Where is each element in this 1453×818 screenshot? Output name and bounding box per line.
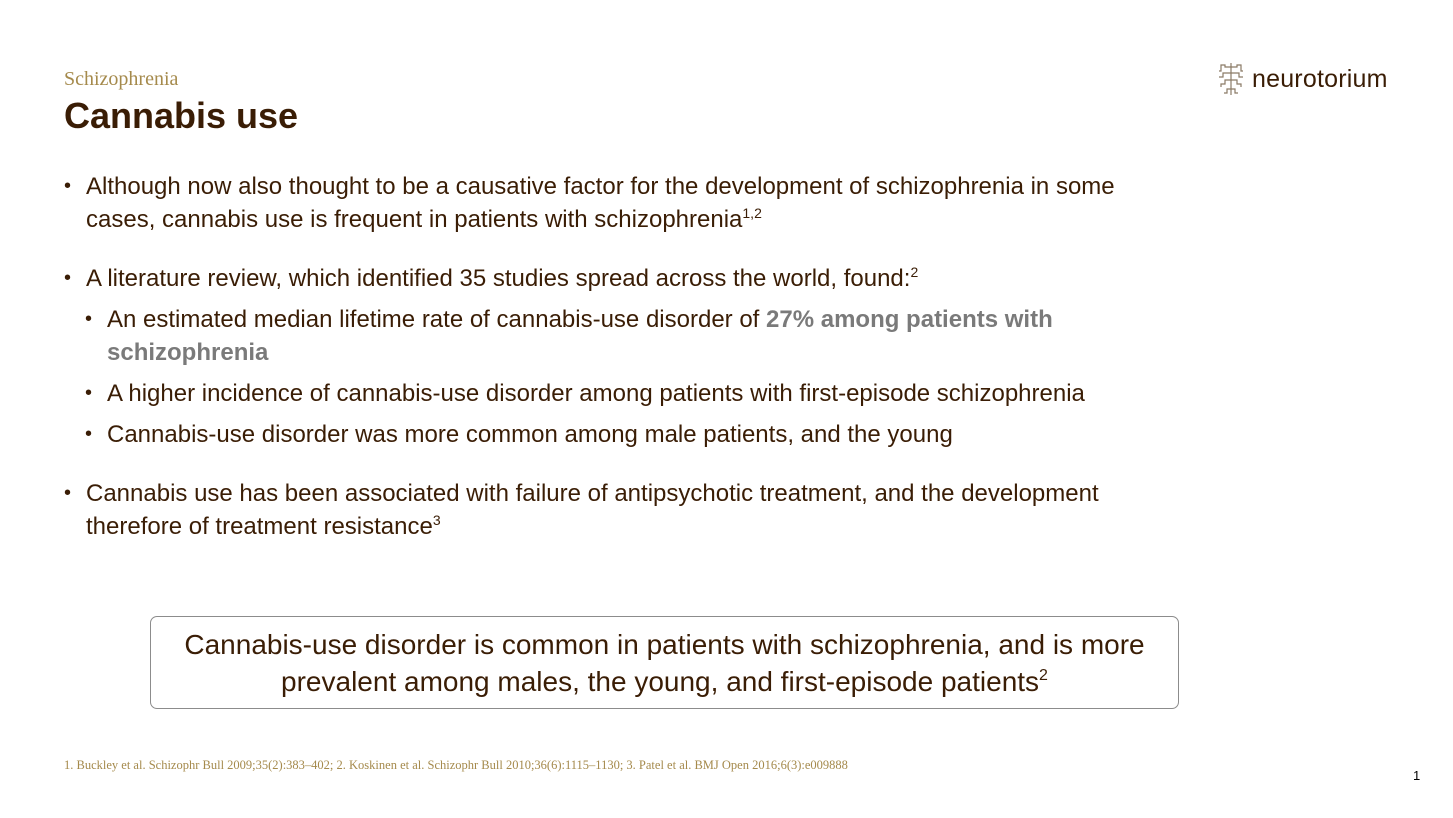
page-number: 1 (1413, 768, 1421, 783)
citation-sup: 1,2 (742, 205, 762, 221)
neurotorium-logo-icon (1216, 62, 1246, 96)
callout-box (150, 616, 1179, 709)
section-label: Schizophrenia (64, 68, 179, 90)
bullet-item (64, 477, 1174, 543)
sub-bullet-text: Cannabis-use disorder was more common among male patients, and the young (107, 421, 953, 448)
callout-body: Cannabis-use disorder is common in patients with schizophrenia, and is more prevalent among males, the young, and first-episode patients (184, 628, 1145, 697)
bullet-text: A literature review, which identified 35 studies spread across the world, found: (86, 265, 911, 292)
sub-bullet-item (85, 377, 1174, 410)
sub-bullet-text: An estimated median lifetime rate of cannabis-use disorder of (107, 306, 767, 333)
callout-citation-sup: 2 (1039, 666, 1048, 684)
references: 1. Buckley et al. Schizophr Bull 2009;35(2):383–402; 2. Koskinen et al. Schizophr Bull 2010;36(6):1115–1130; 3. Patel et al. BMJ Open 2016;6(3):e009888 (64, 758, 848, 772)
sub-bullet-item (85, 418, 1174, 451)
bullet-text: Cannabis use has been associated with failure of antipsychotic treatment, and the development therefore of treatment resistance (86, 480, 1099, 540)
sub-bullet-item (85, 303, 1174, 369)
slide-title: Cannabis use (64, 95, 299, 136)
callout-text (151, 626, 1178, 700)
logo (1216, 62, 1388, 96)
bullet-item (64, 170, 1174, 236)
sub-bullet-text: A higher incidence of cannabis-use disorder among patients with first-episode schizophrenia (107, 380, 1085, 407)
logo-text: neurotorium (1252, 64, 1388, 93)
citation-sup: 3 (432, 512, 441, 528)
bullet-item (64, 262, 1174, 295)
emphasis-text: 27% among patients with schizophrenia (107, 306, 1053, 366)
citation-sup: 2 (910, 264, 919, 280)
bullet-list (64, 170, 1174, 569)
bullet-text: Although now also thought to be a causative factor for the development of schizophrenia in some cases, cannabis use is frequent in patients with schizophrenia (86, 173, 1115, 233)
